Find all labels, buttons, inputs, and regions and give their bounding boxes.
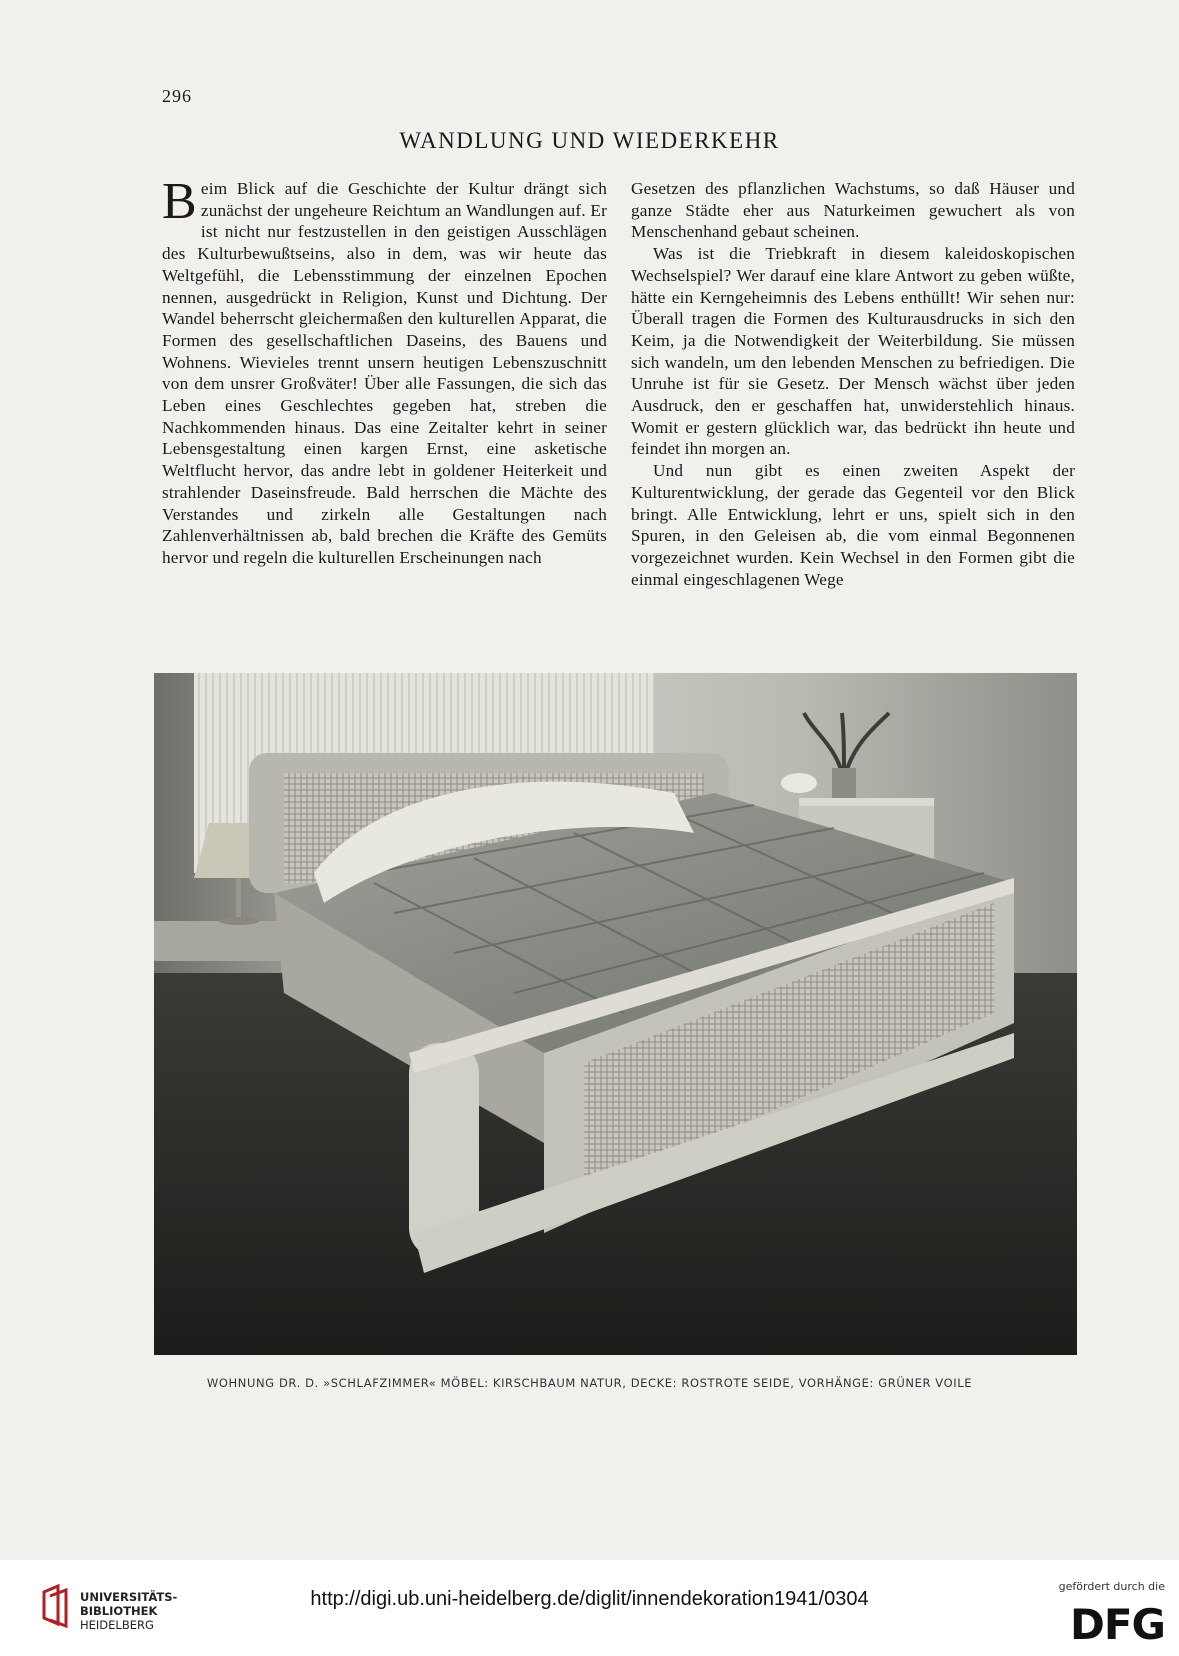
library-name-line-2: BIBLIOTHEK	[80, 1604, 158, 1618]
dfg-logo: DFG	[1069, 1600, 1165, 1649]
page-number: 296	[162, 86, 192, 106]
right-paragraph-1: Gesetzen des pflanzlichen Wachstums, so daß Häuser und ganze Städte eher aus Naturkeimen gewuchert als von Menschenhand gebaut scheinen.	[631, 179, 1075, 242]
bedroom-photo	[154, 673, 1077, 1355]
drop-cap: B	[162, 173, 197, 230]
left-paragraph-1	[162, 173, 607, 569]
right-paragraph-2: Was ist die Triebkraft in diesem kaleidoskopischen Wechselspiel? Wer darauf eine klare Antwort zu geben wüßte, hätte ein Kerngeheimnis des Lebens enthüllt! Wir sehen nur: Überall tragen die Formen des Kulturausdrucks in sich den Keim, ja die Notwendigkeit der Weiterbildung. Sie müssen sich wandeln, um den lebenden Menschen zu befriedigen. Die Unruhe ist für sie Gesetz. Der Mensch wächst über jeden Ausdruck, den er geschaffen hat, unwiderstehlich hinaus. Womit er gestern glücklich war, das bedrückt ihn heute und feindet ihn morgen an.	[631, 244, 1075, 459]
permalink-url[interactable]: http://digi.ub.uni-heidelberg.de/diglit/innendekoration1941/0304	[310, 1588, 869, 1610]
article-title: WANDLUNG UND WIEDERKEHR	[399, 128, 780, 153]
right-column	[631, 178, 1075, 590]
funding-label: gefördert durch die	[1058, 1580, 1165, 1593]
left-paragraph-1-text: eim Blick auf die Geschichte der Kultur drängt sich zunächst der ungeheure Reichtum an Wandlungen auf. Er ist nicht nur festzustellen in den geistigen Ausschlägen des Kulturbewußtseins, also in dem, was wir heute das Weltgefühl, die Lebensstimmung der einzelnen Epochen nennen, ausgedrückt in Religion, Kunst und Dichtung. Der Wandel beherrscht gleichermaßen den kulturellen Apparat, die Formen des gesellschaftlichen Daseins, des Bauens und Wohnens. Wievieles trennt unsern heutigen Lebenszuschnitt von dem unsrer Großväter! Über alle Fassungen, die sich das Leben eines Geschlechtes gegeben hat, streben die Nachkommenden hinaus. Das eine Zeitalter kehrt in seiner Lebensgestaltung einen kargen Ernst, eine asketische Weltflucht hervor, das andre lebt in goldener Heiterkeit und strahlender Daseinsfreude. Bald herrschen die Mächte des Verstandes und zirkeln alle Gestaltungen nach Zahlenverhältnissen ab, bald brechen die Kräfte des Gemüts hervor und regeln die kulturellen Erscheinungen nach	[162, 179, 607, 567]
figure-caption: WOHNUNG DR. D. »SCHLAFZIMMER« MÖBEL: KIRSCHBAUM NATUR, DECKE: ROSTROTE SEIDE, VORHÄNGE: GRÜNER VOILE	[206, 1376, 973, 1390]
footer-bar	[0, 1560, 1179, 1656]
library-name-line-3: HEIDELBERG	[80, 1618, 154, 1632]
right-paragraph-3: Und nun gibt es einen zweiten Aspekt der Kulturentwicklung, der gerade das Gegenteil vor den Blick bringt. Alle Entwicklung, lehrt er uns, spielt sich in den Spuren, in den Geleisen ab, die vom einmal Begonnenen vorgezeichnet wurden. Kein Wechsel in den Formen gibt die einmal eingeschlagenen Wege	[631, 461, 1075, 589]
library-name-line-1: UNIVERSITÄTS-	[80, 1590, 178, 1604]
left-column	[162, 173, 607, 569]
bedroom-illustration	[154, 673, 1077, 1355]
